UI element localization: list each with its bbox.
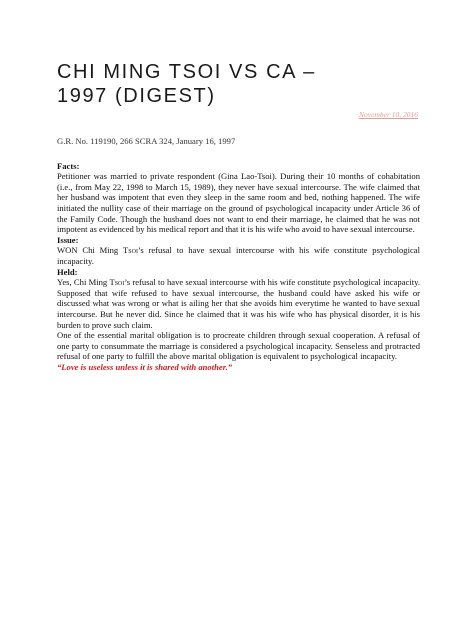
issue-prefix: WON Chi Ming	[57, 245, 124, 256]
held-heading: Held:	[57, 266, 78, 277]
issue-surname: Tsoi	[123, 245, 138, 256]
held-paragraph	[57, 277, 420, 330]
facts-heading: Facts:	[57, 160, 80, 171]
issue-heading: Issue:	[57, 234, 79, 245]
held-paragraph-2: One of the essential marital obligation is to procreate children through sexual cooperation. A refusal of one party to consummate the marriage is considered a psychological incapacity. Senseless and protracted refusal of one party to fulfill the above marital obligation is equivalent to psychological incapacity.	[57, 330, 420, 362]
held-prefix: Yes, Chi Ming	[57, 277, 110, 288]
title-line-1: CHI MING TSOI VS CA –	[57, 61, 316, 83]
closing-quote: “Love is useless unless it is shared with another.”	[57, 361, 233, 372]
held-surname: Tsoi	[109, 277, 125, 288]
title-line-2: 1997 (DIGEST)	[57, 85, 216, 107]
document-body	[57, 136, 420, 372]
issue-paragraph	[57, 245, 420, 266]
page-title	[57, 60, 417, 108]
held-suffix: ’s refusal to have sexual intercourse with his wife constitute psychological incapacity. Supposed that wife refused to have sexual intercourse, the husband could have asked his wife or discussed what was wrong or what is ailing her that she avoids him everytime he wanted to have sexual intercourse. But he never did. Since he claimed that it was his wife who has physical disorder, it is his burden to prove such claim.	[57, 277, 420, 330]
issue-suffix: ’s refusal to have sexual intercourse with his wife constitute psychological incapacity.	[57, 245, 421, 266]
post-date-link[interactable]: November 10, 2016	[359, 110, 418, 119]
case-citation: G.R. No. 119190, 266 SCRA 324, January 16, 1997	[57, 136, 236, 146]
facts-paragraph: Petitioner was married to private respondent (Gina Lao-Tsoi). During their 10 months of cohabitation (i.e., from May 22, 1998 to March 15, 1989), they never have sexual intercourse. The wife claimed that her husband was impotent that even they sleep in the same room and bed, nothing happened. The wife initiated the nullity case of their marriage on the ground of psychological incapacity under Article 36 of the Family Code. Though the husband does not want to end their marriage, he claimed that he was not impotent as evidenced by his medical report and that it is his wife who avoid to have sexual intercourse.	[57, 171, 420, 235]
